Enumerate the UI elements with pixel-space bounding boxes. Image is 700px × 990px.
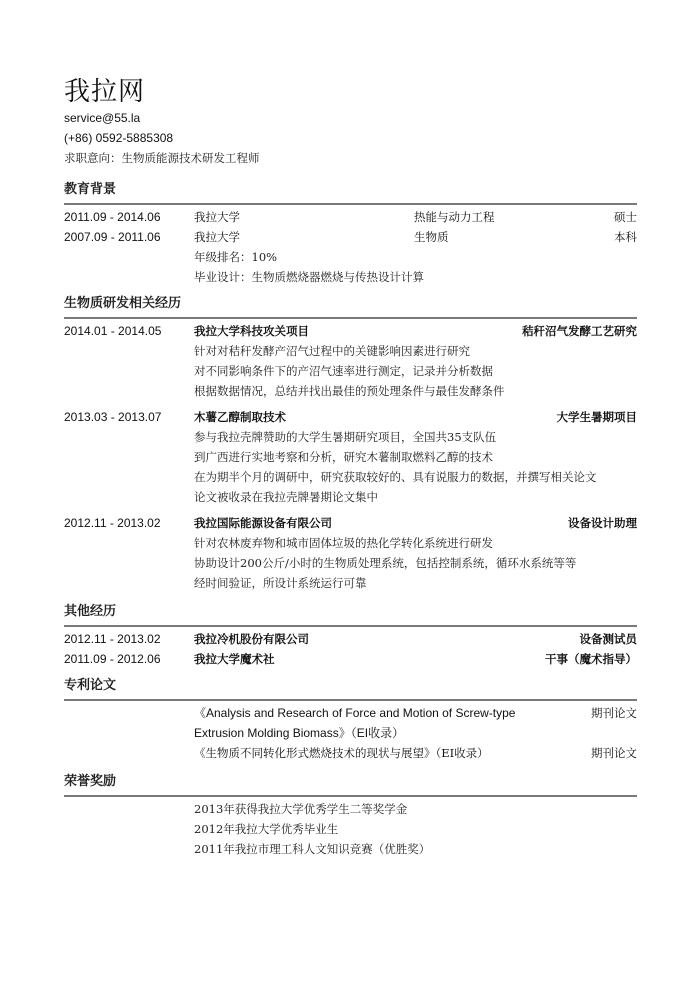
role: 干事（魔术指导） <box>545 652 637 666</box>
project-role: 大学生暑期项目 <box>556 410 637 424</box>
section-divider <box>64 203 637 205</box>
date-range: 2011.09 - 2014.06 <box>64 210 161 224</box>
project-line: 根据数据情况，总结并找出最佳的预处理条件与最佳发酵条件 <box>194 384 505 398</box>
other-experience-row <box>64 649 637 669</box>
job-intent: 求职意向：生物质能源技术研发工程师 <box>64 151 260 165</box>
award-item: 2013年获得我拉大学优秀学生二等奖学金 <box>194 802 408 816</box>
education-row <box>64 207 637 227</box>
section-title: 生物质研发相关经历 <box>64 296 182 311</box>
research-section <box>64 295 637 593</box>
project-name: 木薯乙醇制取技术 <box>194 410 286 424</box>
phone: (+86) 0592-5885308 <box>64 131 174 145</box>
education-row <box>64 227 637 247</box>
section-divider <box>64 795 637 797</box>
organization: 我拉冷机股份有限公司 <box>194 632 309 646</box>
school: 我拉大学 <box>194 230 240 244</box>
date-range: 2012.11 - 2013.02 <box>64 516 161 530</box>
paper-title: 《生物质不同转化形式燃烧技术的现状与展望》（EI收录） <box>194 746 489 760</box>
project-line: 对不同影响条件下的产沼气速率进行测定，记录并分析数据 <box>194 364 493 378</box>
section-divider <box>64 625 637 627</box>
awards-section <box>64 773 637 859</box>
other-experience-section <box>64 603 637 669</box>
award-item: 2011年我拉市理工科人文知识竞赛（优胜奖） <box>194 842 431 856</box>
date-range: 2007.09 - 2011.06 <box>64 230 161 244</box>
date-range: 2013.03 - 2013.07 <box>64 410 162 424</box>
section-divider <box>64 317 637 319</box>
email: service@55.la <box>64 111 141 125</box>
research-entry <box>64 321 637 401</box>
project-line: 到广西进行实地考察和分析，研究木薯制取燃料乙醇的技术 <box>194 450 493 464</box>
resume-page <box>64 76 637 859</box>
project-line: 参与我拉壳牌赞助的大学生暑期研究项目，全国共35支队伍 <box>194 430 497 444</box>
project-line: 针对对秸秆发酵产沼气过程中的关键影响因素进行研究 <box>194 344 470 358</box>
paper-title-continued: Extrusion Molding Biomass》（EI收录） <box>194 726 405 740</box>
section-title: 教育背景 <box>64 182 117 197</box>
project-line: 论文被收录在我拉壳牌暑期论文集中 <box>194 490 378 504</box>
section-title: 专利论文 <box>64 678 117 693</box>
section-title: 荣誉奖励 <box>64 774 117 789</box>
date-range: 2014.01 - 2014.05 <box>64 324 162 338</box>
paper-row-continued <box>64 723 637 743</box>
other-experience-row <box>64 629 637 649</box>
paper-row <box>64 703 637 723</box>
school: 我拉大学 <box>194 210 240 224</box>
project-line: 协助设计200公斤/小时的生物质处理系统，包括控制系统，循环水系统等等 <box>194 556 577 570</box>
paper-title: 《Analysis and Research of Force and Motion of Screw-type <box>194 706 516 720</box>
paper-type: 期刊论文 <box>591 746 637 760</box>
papers-section <box>64 677 637 763</box>
research-entry <box>64 407 637 507</box>
major: 生物质 <box>414 230 449 244</box>
project-name: 我拉国际能源设备有限公司 <box>194 516 332 530</box>
degree: 本科 <box>614 230 637 244</box>
project-role: 秸秆沼气发酵工艺研究 <box>522 324 637 338</box>
education-section <box>64 181 637 287</box>
paper-row <box>64 743 637 763</box>
degree: 硕士 <box>614 210 637 224</box>
resume-header <box>64 76 637 168</box>
education-detail: 年级排名：10% <box>194 250 278 264</box>
date-range: 2011.09 - 2012.06 <box>64 652 161 666</box>
organization: 我拉大学魔术社 <box>194 652 275 666</box>
candidate-name: 我拉网 <box>64 77 146 107</box>
role: 设备测试员 <box>579 632 637 646</box>
project-name: 我拉大学科技攻关项目 <box>194 324 309 338</box>
project-line: 经时间验证，所设计系统运行可靠 <box>194 576 367 590</box>
education-detail: 毕业设计：生物质燃烧器燃烧与传热设计计算 <box>194 270 424 284</box>
project-role: 设备设计助理 <box>568 516 637 530</box>
project-line: 在为期半个月的调研中，研究获取较好的、具有说服力的数据，并撰写相关论文 <box>194 470 597 484</box>
project-line: 针对农林废弃物和城市固体垃圾的热化学转化系统进行研发 <box>194 536 493 550</box>
section-title: 其他经历 <box>64 604 117 619</box>
award-item: 2012年我拉大学优秀毕业生 <box>194 822 339 836</box>
research-entry <box>64 513 637 593</box>
paper-type: 期刊论文 <box>591 706 637 720</box>
date-range: 2012.11 - 2013.02 <box>64 632 161 646</box>
section-divider <box>64 699 637 701</box>
major: 热能与动力工程 <box>414 210 495 224</box>
